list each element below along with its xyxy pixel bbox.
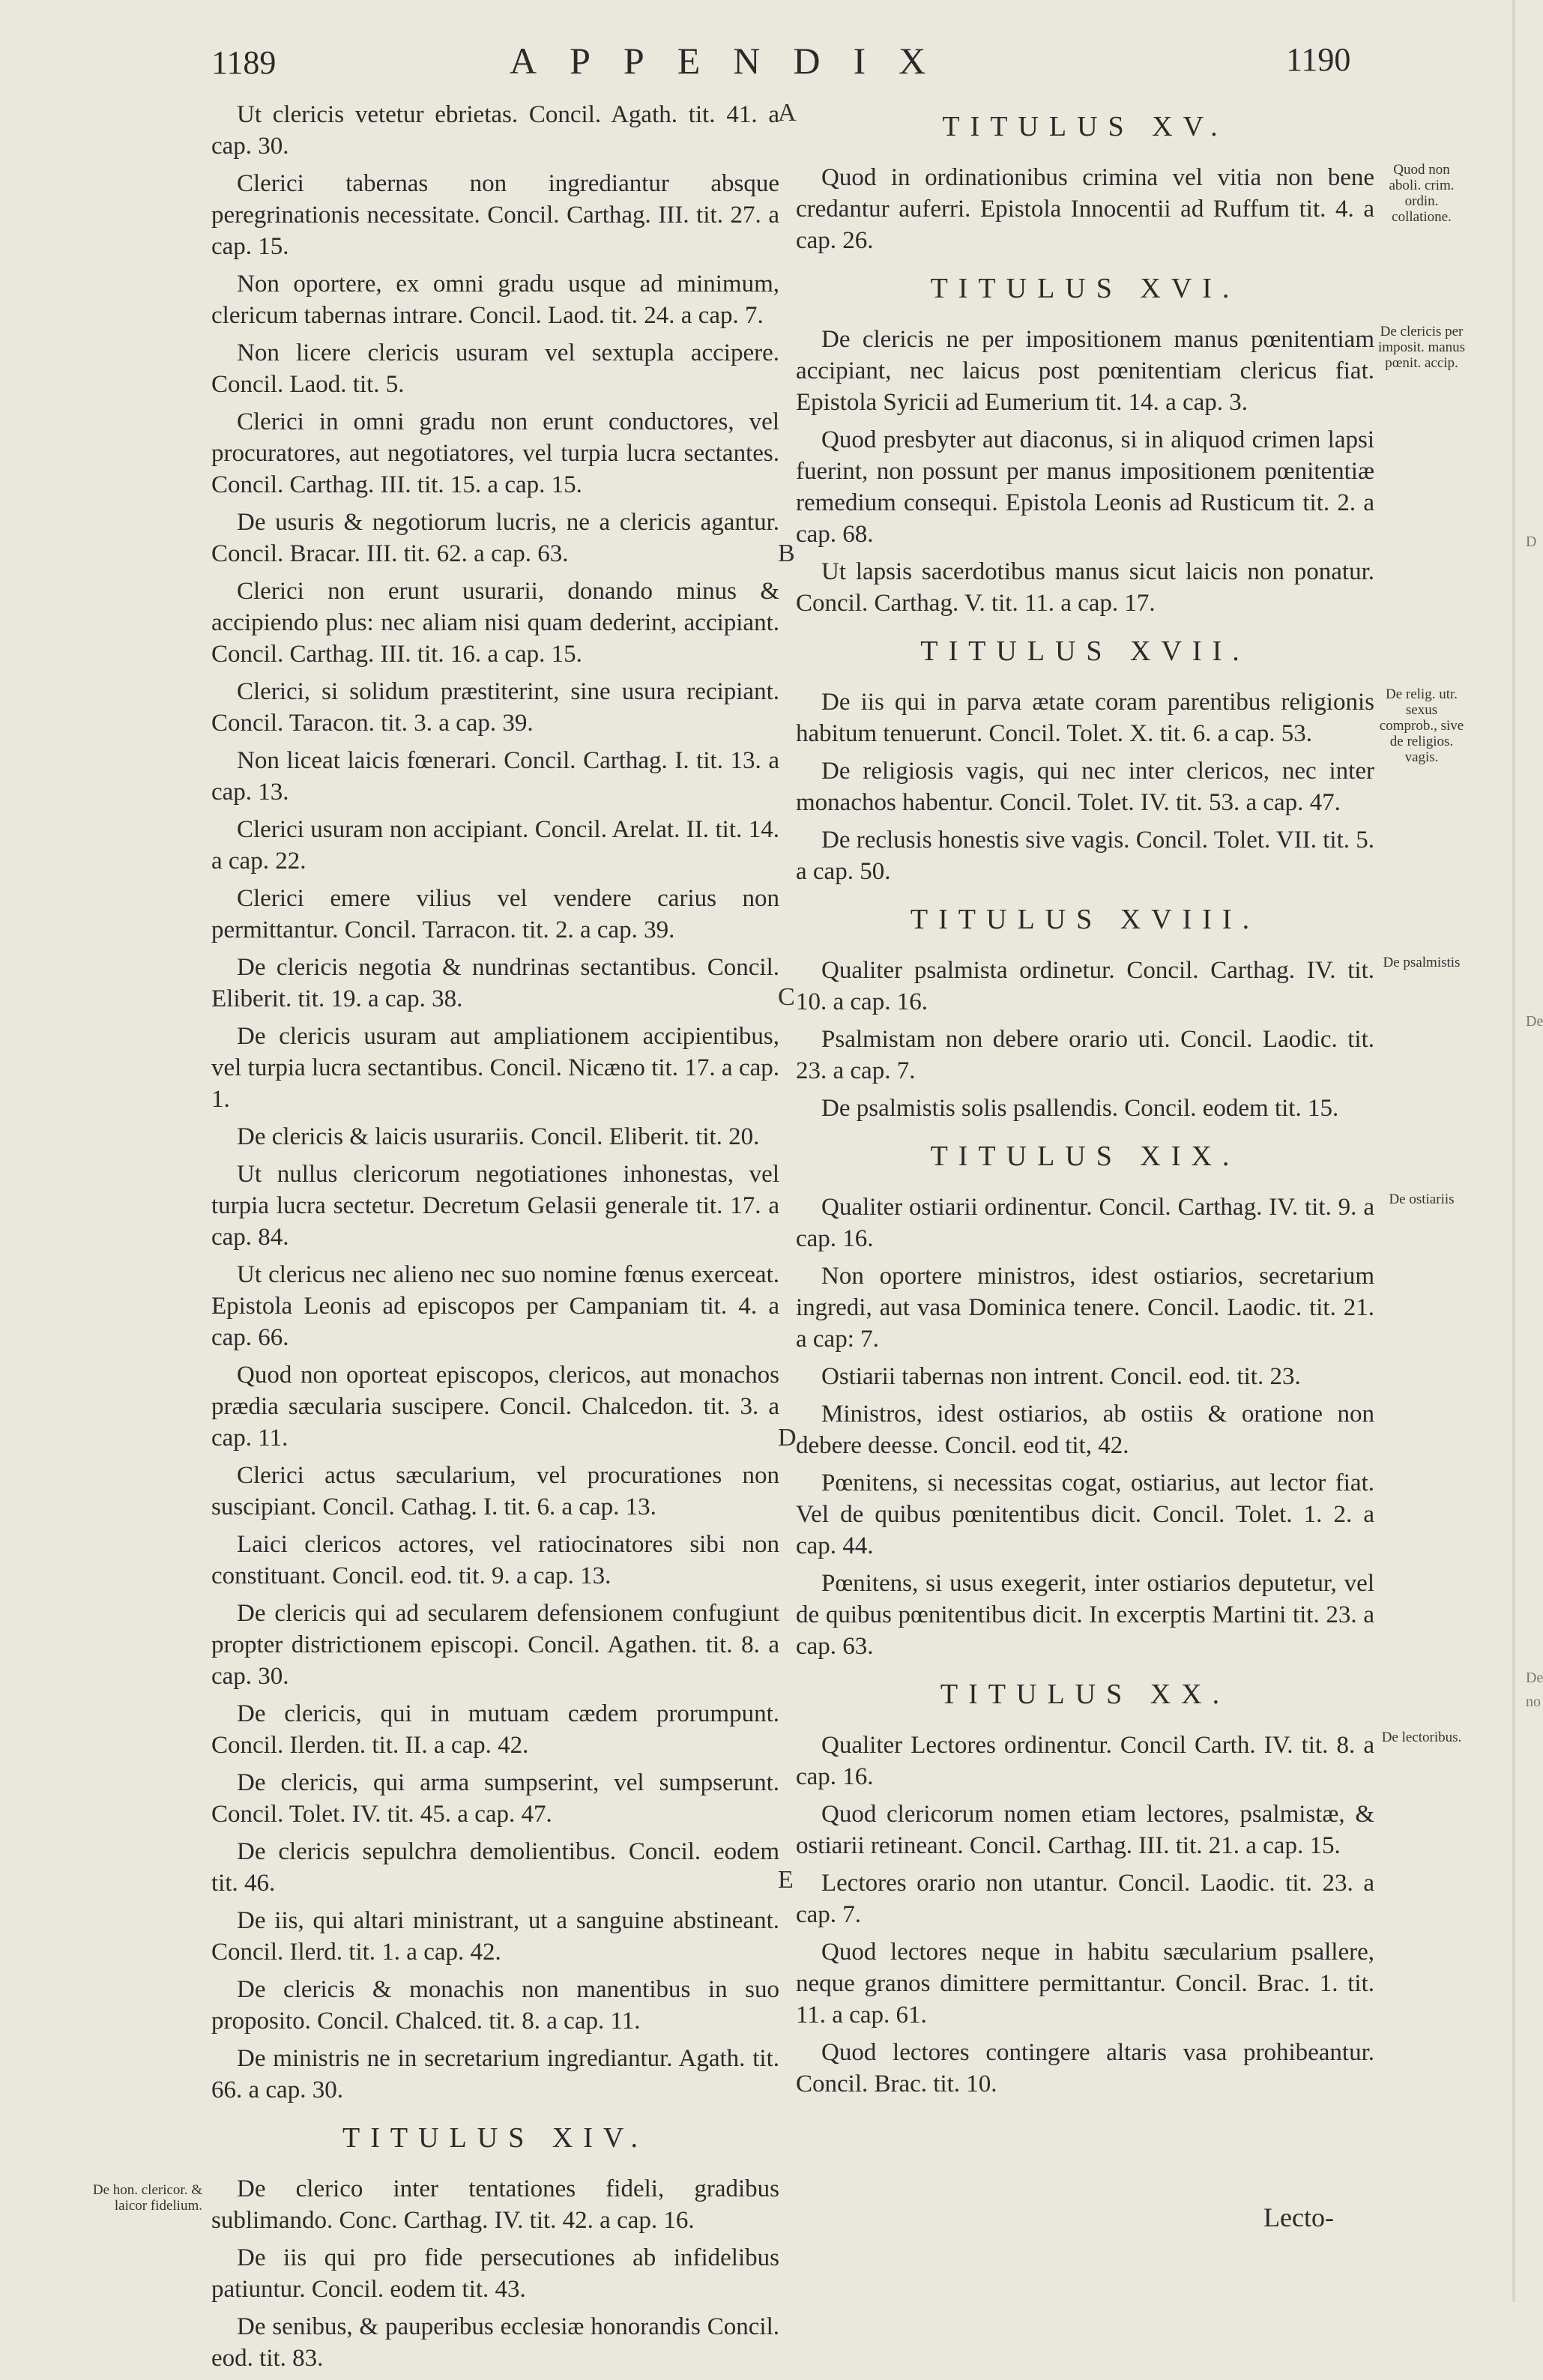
canon-entry: Quod lectores contingere altaris vasa prohibeantur. Concil. Brac. tit. 10.	[796, 2039, 1374, 2097]
canon-entry: De iis, qui altari ministrant, ut a sanguine abstineant. Concil. Ilerd. tit. 1. a cap. 42.	[211, 1907, 779, 1966]
canon-entry: De clericis qui ad secularem defensionem confugiunt propter districtionem episcopi. Concil. Agathen. tit. 8. a cap. 30.	[211, 1600, 779, 1690]
canon-entry: Clerici in omni gradu non erunt conductores, vel procuratores, aut negotiatores, vel turpia lucra sectantes. Concil. Carthag. III. tit. 15. a cap. 15.	[211, 408, 779, 498]
section-letter-a: A	[778, 99, 797, 127]
titulus-section	[796, 1191, 1455, 1662]
canon-entry: De ministris ne in secretarium ingrediantur. Agath. tit. 66. a cap. 30.	[211, 2045, 779, 2103]
margin-note: De clericis per imposit. manus pœnit. accip.	[1377, 324, 1466, 371]
canon-entry: De psalmistis solis psallendis. Concil. eodem tit. 15.	[821, 1095, 1339, 1122]
section-letter-c: C	[778, 983, 795, 1011]
margin-note: Quod non aboli. crim. ordin. collatione.	[1389, 162, 1455, 225]
canon-entry: Quod lectores neque in habitu sæcularium psallere, neque granos dimittere permittantur. Concil. Brac. 1. tit. 11. a cap. 61.	[796, 1939, 1374, 2029]
canon-entry: De clericis usuram aut ampliationem accipientibus, vel turpia lucra sectantibus. Concil. Nicæno tit. 17. a cap. 1.	[211, 1023, 779, 1113]
titulus-section	[796, 955, 1461, 1124]
margin-note: De psalmistis	[1383, 955, 1461, 970]
canon-entry: De clericis negotia & nundrinas sectantibus. Concil. Eliberit. tit. 19. a cap. 38.	[211, 954, 779, 1012]
edge-fragment: D	[1526, 534, 1537, 550]
margin-note: De relig. utr. sexus comprob., sive de religios. vagis.	[1379, 686, 1464, 765]
canon-entry: Ut clericus nec alieno nec suo nomine fœnus exerceat. Epistola Leonis ad episcopos per Campaniam tit. 4. a cap. 66.	[211, 1261, 779, 1351]
canon-entry: De clericis & laicis usurariis. Concil. Eliberit. tit. 20.	[237, 1123, 760, 1150]
running-title: APPENDIX	[510, 40, 959, 82]
catchword: Lecto-	[1263, 2202, 1334, 2232]
titulus-heading: TITULUS XX.	[940, 1679, 1231, 1710]
edge-fragment: De	[1526, 1670, 1543, 1686]
canon-entry: De clericis ne per impositionem manus pœnitentiam accipiant, nec laicus post pœnitentiam clericus fiat. Epistola Syricii ad Eumerium tit. 14. a cap. 3.	[796, 326, 1374, 416]
canon-entry: Psalmistam non debere orario uti. Concil. Laodic. tit. 23. a cap. 7.	[796, 1026, 1374, 1084]
canon-entry: De clericis, qui arma sumpserint, vel sumpserunt. Concil. Tolet. IV. tit. 45. a cap. 47.	[211, 1769, 779, 1828]
canon-entry: Ostiarii tabernas non intrent. Concil. eod. tit. 23.	[821, 1363, 1301, 1390]
canon-entry: Ministros, idest ostiarios, ab ostiis & oratione non debere deesse. Concil. eod tit, 42.	[796, 1401, 1374, 1459]
canon-entry: Clerici tabernas non ingrediantur absque peregrinationis necessitate. Concil. Carthag. III. tit. 27. a cap. 15.	[211, 170, 779, 260]
canon-entry: Clerici non erunt usurarii, donando minus & accipiendo plus: nec aliam nisi quam dederint, accipiant. Concil. Carthag. III. tit. 16. a cap. 15.	[211, 578, 779, 668]
titulus-heading: TITULUS XVIII.	[910, 904, 1260, 935]
canon-entry: Lectores orario non utantur. Concil. Laodic. tit. 23. a cap. 7.	[796, 1870, 1374, 1928]
canon-entry: Laici clericos actores, vel ratiocinatores sibi non constituant. Concil. eod. tit. 9. a cap. 13.	[211, 1531, 779, 1589]
canon-entry: De religiosis vagis, qui nec inter clericos, nec inter monachos habentur. Concil. Tolet. IV. tit. 53. a cap. 47.	[796, 758, 1374, 816]
canon-entry: De reclusis honestis sive vagis. Concil. Tolet. VII. tit. 5. a cap. 50.	[796, 827, 1374, 885]
titulus-heading: TITULUS XV.	[942, 111, 1228, 142]
edge-fragment: no	[1526, 1694, 1541, 1710]
canon-entry: Ut nullus clericorum negotiationes inhonestas, vel turpia lucra sectetur. Decretum Gelasii generale tit. 17. a cap. 84.	[211, 1161, 779, 1251]
titulus-heading: TITULUS XIX.	[930, 1141, 1240, 1172]
titulus-section	[796, 686, 1464, 887]
canon-entry: De clericis & monachis non manentibus in suo proposito. Concil. Chalced. tit. 8. a cap. 11.	[211, 1976, 779, 2035]
canon-entry: Quod presbyter aut diaconus, si in aliquod crimen lapsi fuerint, non possunt per manus impositionem pœnitentiæ remedium consequi. Epistola Leonis ad Rusticum tit. 2. a cap. 68.	[796, 426, 1374, 548]
titulus-heading: TITULUS XIV.	[342, 2122, 648, 2154]
titulus-heading: TITULUS XVI.	[930, 273, 1240, 304]
canon-entry: De iis qui in parva ætate coram parentibus religionis habitum tenuerunt. Concil. Tolet. X. tit. 6. a cap. 53.	[796, 689, 1374, 747]
section-letter-e: E	[778, 1866, 794, 1894]
canon-entry: Non oportere, ex omni gradu usque ad minimum, clericum tabernas intrare. Concil. Laod. tit. 24. a cap. 7.	[211, 271, 779, 329]
titulus-section	[92, 2173, 779, 2374]
canon-entry: Clerici usuram non accipiant. Concil. Arelat. II. tit. 14. a cap. 22.	[211, 816, 779, 875]
canon-entry: De clericis, qui in mutuam cædem prorumpunt. Concil. Ilerden. tit. II. a cap. 42.	[211, 1700, 779, 1759]
canon-entry: Pœnitens, si necessitas cogat, ostiarius, aut lector fiat. Vel de quibus pœnitentibus dicit. Concil. Tolet. 1. 2. a cap. 44.	[796, 1470, 1374, 1559]
titulus-heading: TITULUS XVII.	[920, 635, 1250, 667]
canon-entry: Ut lapsis sacerdotibus manus sicut laicis non ponatur. Concil. Carthag. V. tit. 11. a cap. 17.	[796, 558, 1374, 617]
canon-entry: Quod in ordinationibus crimina vel vitia non bene credantur auferri. Epistola Innocentii ad Ruffum tit. 4. a cap. 26.	[796, 164, 1374, 254]
canon-entry: De clericis sepulchra demolientibus. Concil. eodem tit. 46.	[211, 1838, 779, 1897]
running-header	[0, 39, 1535, 91]
canon-entry: Qualiter psalmista ordinetur. Concil. Carthag. IV. tit. 10. a cap. 16.	[796, 957, 1374, 1015]
canon-entry: Pœnitens, si usus exegerit, inter ostiarios deputetur, vel de quibus pœnitentibus dicit. In excerptis Martini tit. 23. a cap. 63.	[796, 1570, 1374, 1660]
canon-entry: De usuris & negotiorum lucris, ne a clericis agantur. Concil. Bracar. III. tit. 62. a cap. 63.	[211, 509, 779, 567]
canon-entry: Qualiter ostiarii ordinentur. Concil. Carthag. IV. tit. 9. a cap. 16.	[796, 1194, 1374, 1252]
titulus-section	[796, 1730, 1462, 2100]
section-letter-b: B	[778, 540, 795, 567]
section-letter-d: D	[778, 1424, 797, 1452]
margin-note: De hon. clericor. & laicor fidelium.	[92, 2182, 202, 2214]
canon-entry: De senibus, & pauperibus ecclesiæ honorandis Concil. eod. tit. 83.	[211, 2313, 779, 2372]
page-number-right: 1190	[1286, 41, 1351, 78]
canon-entry: Non licere clericis usuram vel sextupla accipere. Concil. Laod. tit. 5.	[211, 339, 779, 398]
canon-entry: Clerici actus sæcularium, vel procurationes non suscipiant. Concil. Cathag. I. tit. 6. a cap. 13.	[211, 1462, 779, 1520]
canon-entry: Quod non oporteat episcopos, clericos, aut monachos prædia sæcularia suscipere. Concil. Chalcedon. tit. 3. a cap. 11.	[211, 1362, 779, 1452]
canon-entry: Non oportere ministros, idest ostiarios, secretarium ingredi, aut vasa Dominica tenere. Concil. Laodic. tit. 21. a cap: 7.	[796, 1263, 1374, 1353]
canon-entry: Clerici emere vilius vel vendere carius non permittantur. Concil. Tarracon. tit. 2. a cap. 39.	[211, 885, 779, 943]
edge-fragment: De	[1526, 1013, 1543, 1030]
page-gutter-shadow	[1512, 0, 1515, 2302]
canon-entry: De clerico inter tentationes fideli, gradibus sublimando. Conc. Carthag. IV. tit. 42. a cap. 16.	[211, 2175, 779, 2234]
canon-entry: Clerici, si solidum præstiterint, sine usura recipiant. Concil. Taracon. tit. 3. a cap. 39.	[211, 678, 779, 737]
titulus-section	[796, 162, 1455, 256]
canon-entry: Ut clericis vetetur ebrietas. Concil. Agath. tit. 41. a cap. 30.	[211, 101, 779, 160]
canon-entry: De iis qui pro fide persecutiones ab infidelibus patiuntur. Concil. eodem tit. 43.	[211, 2244, 779, 2303]
left-column	[92, 99, 779, 2380]
margin-note: De ostiariis	[1389, 1191, 1455, 1207]
canon-entry: Qualiter Lectores ordinentur. Concil Carth. IV. tit. 8. a cap. 16.	[796, 1732, 1374, 1790]
canon-entry: Non liceat laicis fœnerari. Concil. Carthag. I. tit. 13. a cap. 13.	[211, 747, 779, 806]
canon-entry: Quod clericorum nomen etiam lectores, psalmistæ, & ostiarii retineant. Concil. Carthag. III. tit. 21. a cap. 15.	[796, 1801, 1374, 1859]
margin-note: De lectoribus.	[1381, 1730, 1462, 1745]
page-number-left: 1189	[211, 44, 277, 81]
titulus-section	[796, 324, 1466, 619]
right-column	[796, 105, 1466, 2106]
